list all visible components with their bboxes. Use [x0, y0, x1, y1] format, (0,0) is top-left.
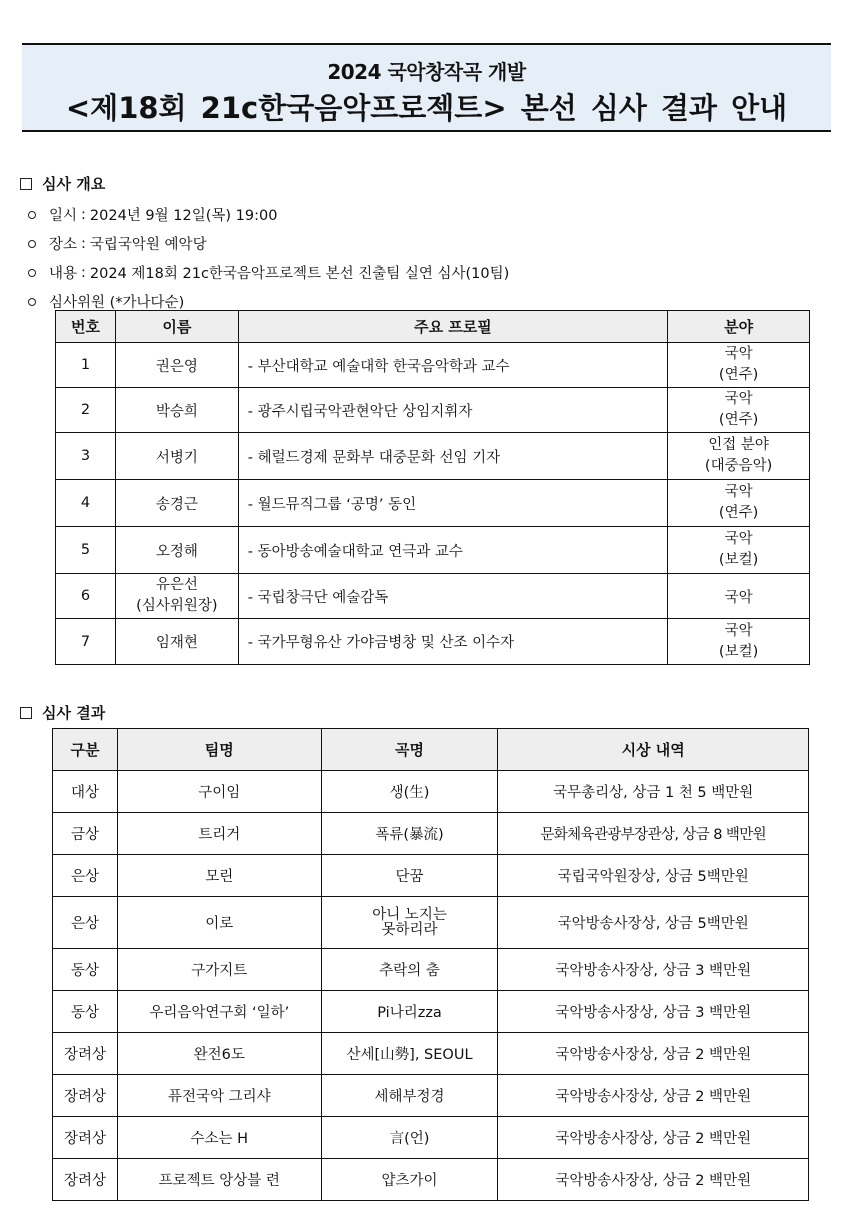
section-heading-label: 심사 개요 — [42, 175, 106, 193]
judge-profile: - 국립창극단 예술감독 — [238, 574, 667, 619]
colon-separator: : — [81, 206, 86, 223]
award-category: 장려상 — [53, 1075, 118, 1117]
team-name: 트리거 — [117, 813, 321, 855]
overview-item-venue — [28, 229, 509, 258]
judge-profile: - 부산대학교 예술대학 한국음악학과 교수 — [238, 343, 667, 388]
column-header: 이름 — [115, 311, 238, 343]
award-category: 은상 — [53, 897, 118, 949]
overview-list — [28, 200, 509, 316]
judge-number: 7 — [56, 619, 116, 665]
table-row — [53, 1033, 809, 1075]
overview-item-date — [28, 200, 509, 229]
award-category: 금상 — [53, 813, 118, 855]
judge-number: 1 — [56, 343, 116, 388]
column-header: 번호 — [56, 311, 116, 343]
prize-details: 국악방송사장상, 상금 3 백만원 — [498, 949, 809, 991]
song-title: 얍츠가이 — [321, 1159, 498, 1201]
judge-field: 국악 (연주) — [668, 343, 810, 388]
prize-details: 국악방송사장상, 상금 3 백만원 — [498, 991, 809, 1033]
team-name: 수소는 H — [117, 1117, 321, 1159]
colon-separator: : — [81, 264, 86, 281]
judge-name: 박승희 — [115, 388, 238, 433]
table-row — [56, 388, 810, 433]
overview-label: 일시 — [49, 208, 78, 224]
award-category: 대상 — [53, 771, 118, 813]
judge-name: 송경근 — [115, 480, 238, 527]
judge-field: 국악 (보컬) — [668, 619, 810, 665]
team-name: 프로젝트 앙상블 련 — [117, 1159, 321, 1201]
overview-label: 장소 — [49, 237, 78, 253]
judge-number: 4 — [56, 480, 116, 527]
judge-profile: - 헤럴드경제 문화부 대중문화 선임 기자 — [238, 433, 667, 480]
judge-name: 권은영 — [115, 343, 238, 388]
column-header: 주요 프로필 — [238, 311, 667, 343]
song-title: 아니 노지는 못하리라 — [321, 897, 498, 949]
column-header: 시상 내역 — [498, 729, 809, 771]
prize-details: 국악방송사장상, 상금 2 백만원 — [498, 1117, 809, 1159]
team-name: 구가지트 — [117, 949, 321, 991]
song-title: 산세[山勢], SEOUL — [321, 1033, 498, 1075]
judge-profile: - 광주시립국악관현악단 상임지휘자 — [238, 388, 667, 433]
judges-table — [55, 310, 810, 665]
award-category: 동상 — [53, 949, 118, 991]
team-name: 우리음악연구회 ‘일하’ — [117, 991, 321, 1033]
judge-name: 임재현 — [115, 619, 238, 665]
section-heading-results — [20, 702, 105, 723]
table-row — [53, 1075, 809, 1117]
judge-number: 3 — [56, 433, 116, 480]
judge-field: 국악 (연주) — [668, 388, 810, 433]
song-title: 言(언) — [321, 1117, 498, 1159]
column-header: 분야 — [668, 311, 810, 343]
judge-profile: - 국가무형유산 가야금병창 및 산조 이수자 — [238, 619, 667, 665]
prize-details: 국악방송사장상, 상금 5백만원 — [498, 897, 809, 949]
overview-value: 2024 제18회 21c한국음악프로젝트 본선 진출팀 실연 심사(10팀) — [89, 266, 510, 282]
document-title: <제18회 21c한국음악프로젝트> 본선 심사 결과 안내 — [65, 91, 788, 125]
song-title: 추락의 춤 — [321, 949, 498, 991]
prize-details: 국악방송사장상, 상금 2 백만원 — [498, 1033, 809, 1075]
award-category: 장려상 — [53, 1159, 118, 1201]
checkbox-square-icon — [20, 707, 32, 719]
column-header: 팀명 — [117, 729, 321, 771]
award-category: 동상 — [53, 991, 118, 1033]
table-row — [53, 1117, 809, 1159]
team-name: 퓨전국악 그리샤 — [117, 1075, 321, 1117]
judge-field: 국악 — [668, 574, 810, 619]
table-header-row — [56, 311, 810, 343]
judge-number: 6 — [56, 574, 116, 619]
award-category: 장려상 — [53, 1117, 118, 1159]
checkbox-square-icon — [20, 178, 32, 190]
circle-bullet-icon — [28, 269, 36, 277]
section-heading-label: 심사 결과 — [42, 704, 106, 722]
overview-value: 국립국악원 예악당 — [89, 237, 207, 253]
column-header: 곡명 — [321, 729, 498, 771]
judge-field: 인접 분야 (대중음악) — [668, 433, 810, 480]
prize-details: 국악방송사장상, 상금 2 백만원 — [498, 1159, 809, 1201]
section-heading-overview — [20, 173, 105, 194]
team-name: 구이임 — [117, 771, 321, 813]
judge-name: 오정해 — [115, 527, 238, 574]
overview-item-content — [28, 258, 509, 287]
table-row — [53, 1159, 809, 1201]
award-category: 은상 — [53, 855, 118, 897]
table-header-row — [53, 729, 809, 771]
table-row — [56, 574, 810, 619]
document-subtitle: 2024 국악창작곡 개발 — [327, 60, 526, 84]
results-table — [52, 728, 809, 1201]
table-row — [53, 771, 809, 813]
team-name: 완전6도 — [117, 1033, 321, 1075]
team-name: 이로 — [117, 897, 321, 949]
song-title: 세해부정경 — [321, 1075, 498, 1117]
table-row — [56, 480, 810, 527]
prize-details: 국립국악원장상, 상금 5백만원 — [498, 855, 809, 897]
prize-details: 국악방송사장상, 상금 2 백만원 — [498, 1075, 809, 1117]
circle-bullet-icon — [28, 240, 36, 248]
judge-name: 유은선 (심사위원장) — [115, 574, 238, 619]
song-title: 생(生) — [321, 771, 498, 813]
table-row — [56, 619, 810, 665]
table-row — [53, 991, 809, 1033]
column-header: 구분 — [53, 729, 118, 771]
document-title-banner — [22, 43, 831, 132]
overview-label: 내용 — [49, 266, 78, 282]
song-title: 단꿈 — [321, 855, 498, 897]
table-row — [56, 343, 810, 388]
judge-number: 2 — [56, 388, 116, 433]
judge-number: 5 — [56, 527, 116, 574]
overview-value: 2024년 9월 12일(목) 19:00 — [89, 208, 278, 224]
table-row — [53, 813, 809, 855]
table-row — [56, 433, 810, 480]
table-row — [53, 897, 809, 949]
colon-separator: : — [81, 235, 86, 252]
circle-bullet-icon — [28, 298, 36, 306]
award-category: 장려상 — [53, 1033, 118, 1075]
team-name: 모린 — [117, 855, 321, 897]
judge-profile: - 월드뮤직그룹 ‘공명’ 동인 — [238, 480, 667, 527]
judge-name: 서병기 — [115, 433, 238, 480]
circle-bullet-icon — [28, 211, 36, 219]
table-row — [56, 527, 810, 574]
prize-details: 문화체육관광부장관상, 상금 8 백만원 — [498, 813, 809, 855]
table-row — [53, 855, 809, 897]
judge-profile: - 동아방송예술대학교 연극과 교수 — [238, 527, 667, 574]
overview-label: 심사위원 (*가나다순) — [49, 295, 185, 311]
prize-details: 국무총리상, 상금 1 천 5 백만원 — [498, 771, 809, 813]
judge-field: 국악 (연주) — [668, 480, 810, 527]
song-title: 폭류(暴流) — [321, 813, 498, 855]
table-row — [53, 949, 809, 991]
judge-field: 국악 (보컬) — [668, 527, 810, 574]
song-title: Pi나리zza — [321, 991, 498, 1033]
